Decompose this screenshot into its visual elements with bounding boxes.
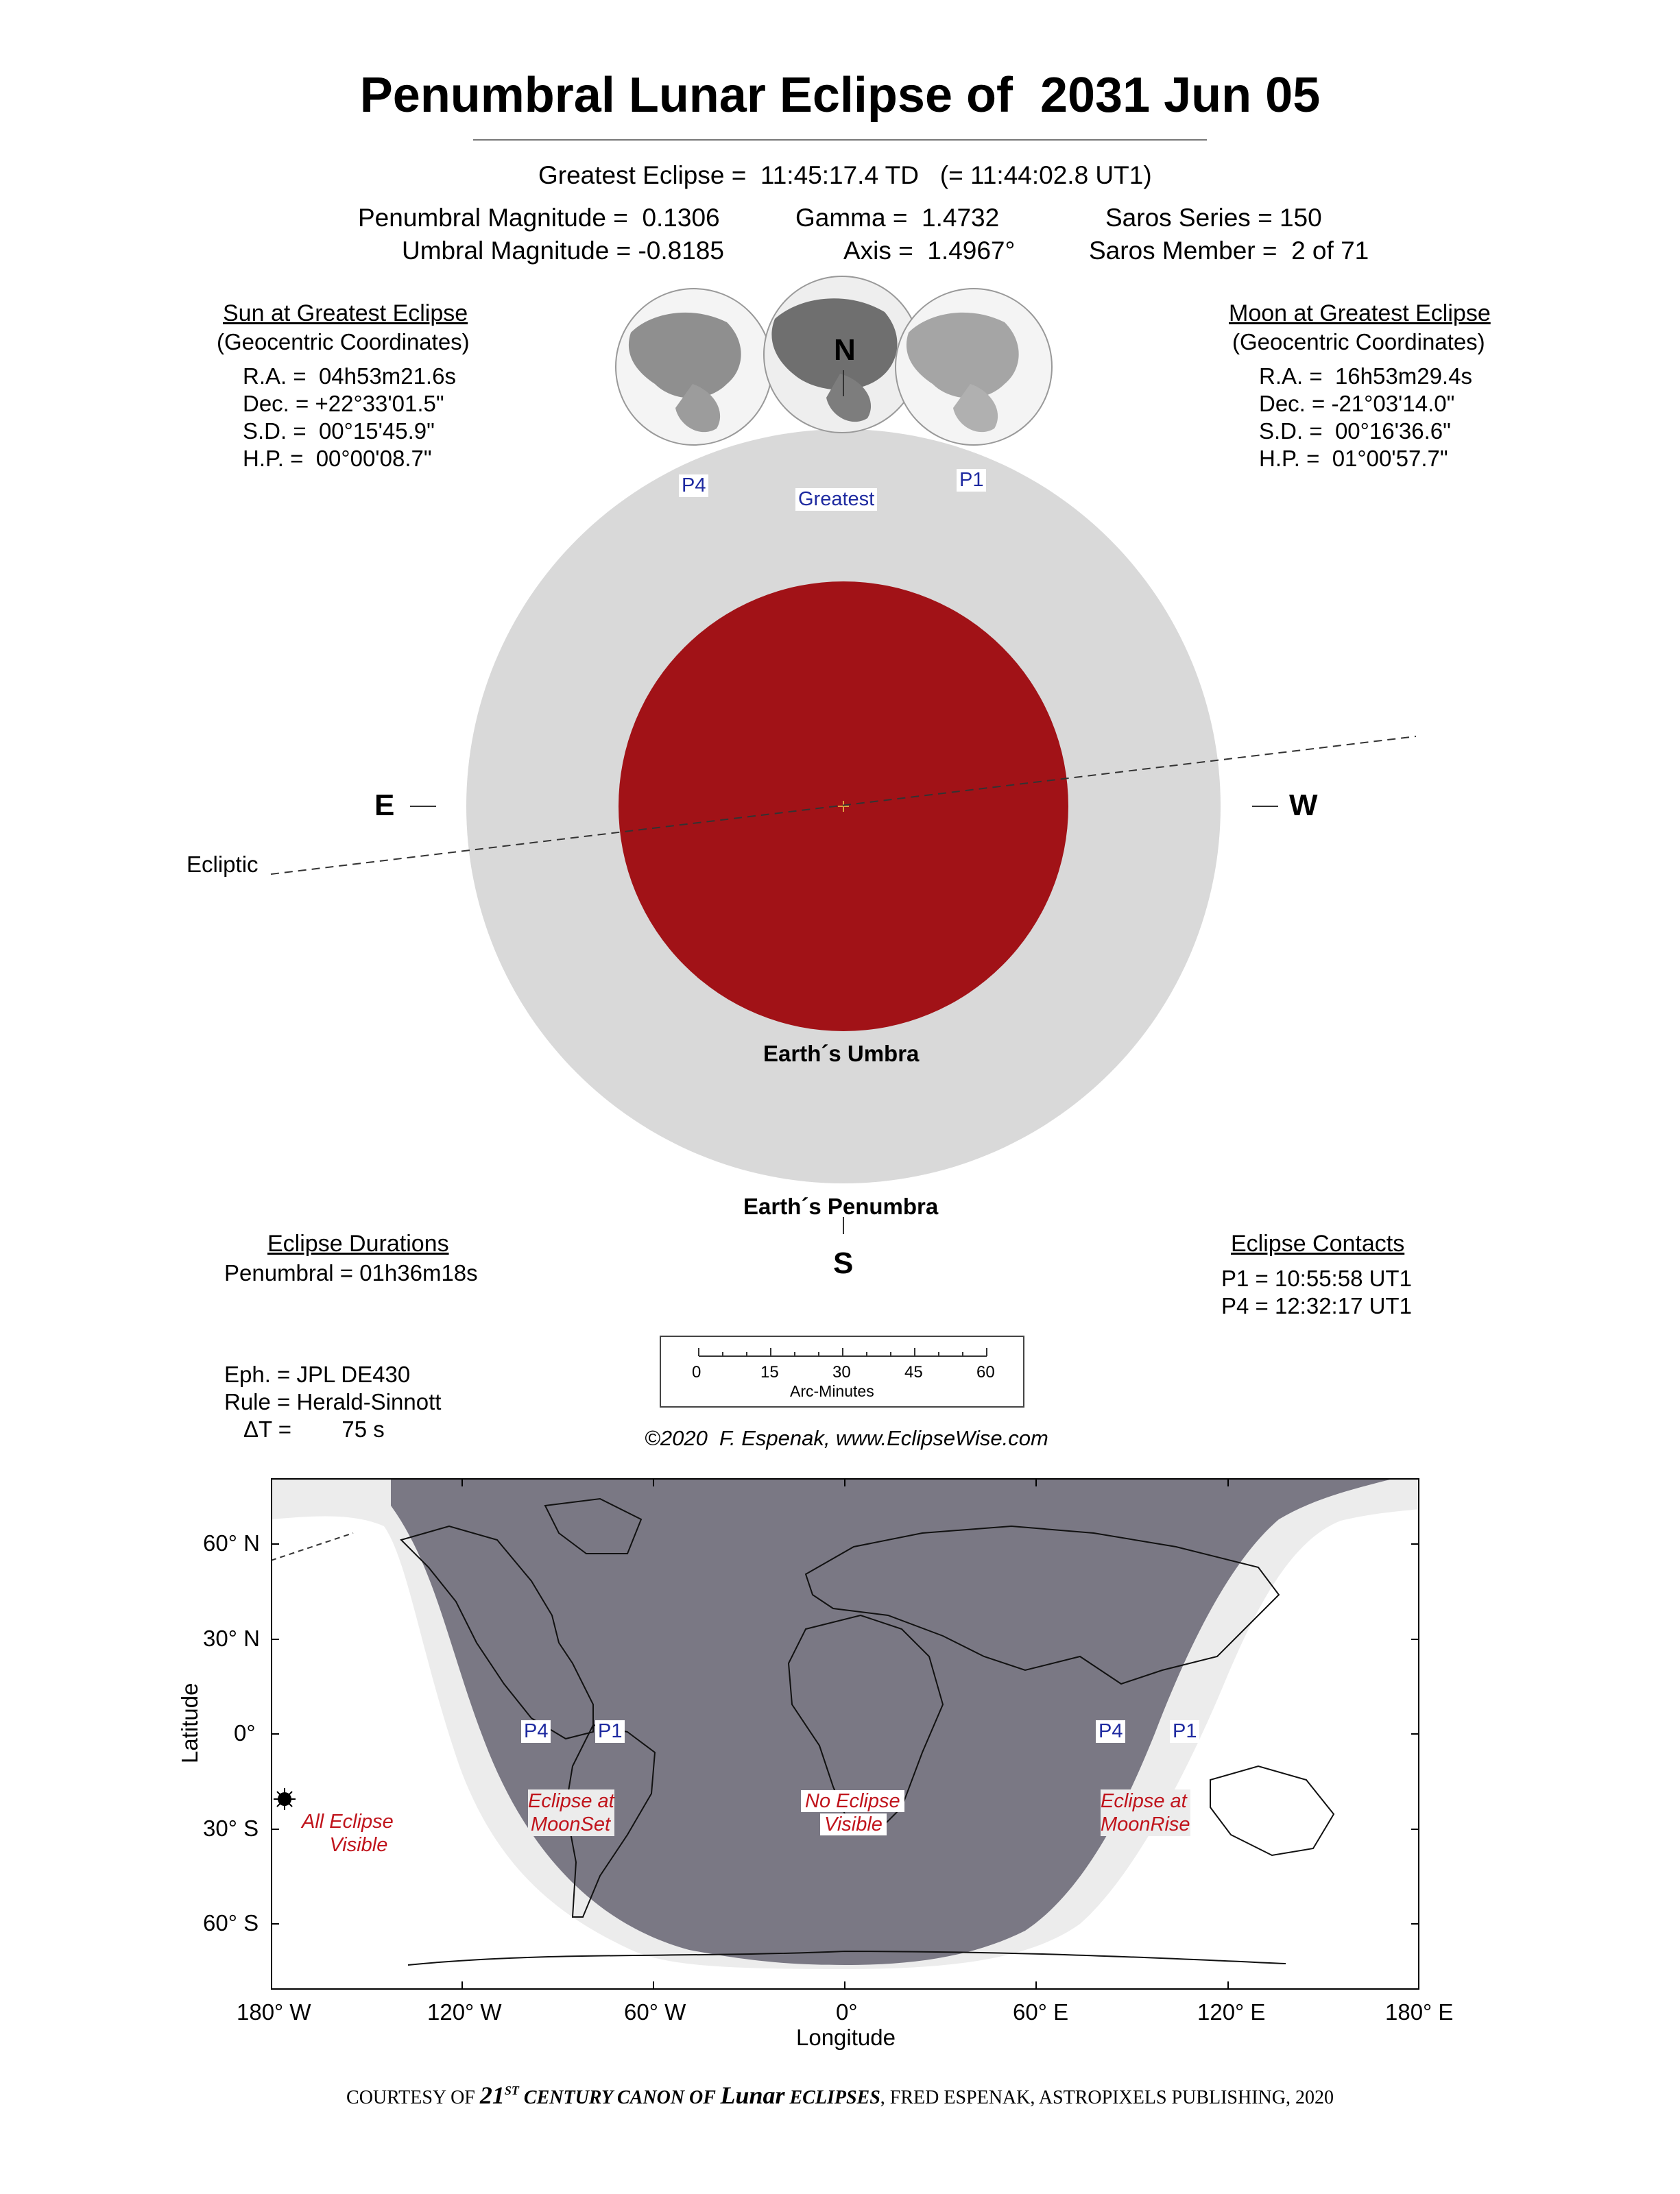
- sun-dec: Dec. = +22°33'01.5": [243, 391, 444, 416]
- region-all-visible: All Eclipse Visible: [302, 1811, 394, 1856]
- shadow-diagram: [0, 261, 1680, 1234]
- map-p4-west: P4: [521, 1720, 551, 1743]
- scale-tick-60: 60: [976, 1363, 995, 1382]
- latitude-axis-label: Latitude: [177, 1683, 202, 1763]
- map-p1-west: P1: [595, 1720, 625, 1743]
- umbra-label: Earth´s Umbra: [763, 1041, 920, 1066]
- map-p1-east: P1: [1170, 1720, 1199, 1743]
- sun-hp: H.P. = 00°00'08.7": [243, 446, 432, 471]
- lon-0: 0°: [836, 1999, 858, 2025]
- moon-ra: R.A. = 16h53m29.4s: [1259, 363, 1472, 389]
- title-divider: [473, 139, 1207, 141]
- scale-tick-45: 45: [904, 1363, 923, 1382]
- scale-label: Arc-Minutes: [790, 1382, 874, 1400]
- moon-subheading: (Geocentric Coordinates): [1232, 329, 1485, 354]
- saros-series: Saros Series = 150: [1105, 204, 1322, 232]
- penumbral-duration: Penumbral = 01h36m18s: [224, 1260, 478, 1286]
- north-label: N: [834, 333, 856, 367]
- page-title: Penumbral Lunar Eclipse of 2031 Jun 05: [359, 68, 1321, 123]
- ecliptic-label: Ecliptic: [187, 852, 259, 877]
- region-none-visible: No Eclipse Visible: [801, 1789, 904, 1836]
- sun-subheading: (Geocentric Coordinates): [217, 329, 470, 354]
- axis-value: Axis = 1.4967°: [843, 237, 1016, 265]
- visibility-map: [271, 1478, 1419, 1990]
- lon-180e: 180° E: [1385, 1999, 1454, 2025]
- greatest-eclipse-time: Greatest Eclipse = 11:45:17.4 TD (= 11:44:02.8 UT1): [538, 161, 1152, 189]
- west-label: W: [1289, 788, 1318, 822]
- moon-p1: [896, 289, 1052, 445]
- lat-60s: 60° S: [203, 1910, 259, 1936]
- lon-180w: 180° W: [237, 1999, 311, 2025]
- lat-60n: 60° N: [203, 1530, 260, 1556]
- sun-ra: R.A. = 04h53m21.6s: [243, 363, 456, 389]
- contact-p1: P1 = 10:55:58 UT1: [1221, 1266, 1412, 1291]
- lat-30s: 30° S: [203, 1816, 259, 1841]
- region-moonrise: Eclipse at MoonRise: [1101, 1790, 1190, 1835]
- lat-0: 0°: [234, 1720, 256, 1746]
- moon-hp: H.P. = 01°00'57.7": [1259, 446, 1448, 471]
- penumbra-label: Earth´s Penumbra: [743, 1194, 939, 1219]
- moon-heading: Moon at Greatest Eclipse: [1229, 300, 1491, 326]
- scale-tick-30: 30: [832, 1363, 851, 1382]
- durations-heading: Eclipse Durations: [267, 1231, 449, 1257]
- scale-tick-0: 0: [692, 1363, 701, 1382]
- moon-sd: S.D. = 00°16'36.6": [1259, 418, 1451, 444]
- lon-120e: 120° E: [1197, 1999, 1266, 2025]
- contact-p4: P4 = 12:32:17 UT1: [1221, 1293, 1412, 1318]
- moon-p4: [616, 289, 772, 445]
- p1-moon-label: P1: [957, 469, 986, 492]
- umbral-magnitude: Umbral Magnitude = -0.8185: [402, 237, 724, 265]
- lon-120w: 120° W: [427, 1999, 502, 2025]
- penumbral-magnitude: Penumbral Magnitude = 0.1306: [358, 204, 720, 232]
- ephemeris: Eph. = JPL DE430: [224, 1362, 411, 1387]
- longitude-axis-label: Longitude: [796, 2025, 896, 2050]
- lat-30n: 30° N: [203, 1626, 260, 1651]
- arc-minute-scale: [660, 1336, 1024, 1408]
- region-moonset: Eclipse at MoonSet: [528, 1790, 614, 1835]
- sun-heading: Sun at Greatest Eclipse: [223, 300, 468, 326]
- credit: ©2020 F. Espenak, www.EclipseWise.com: [645, 1426, 1048, 1450]
- south-label: S: [833, 1246, 854, 1280]
- contacts-heading: Eclipse Contacts: [1231, 1231, 1405, 1257]
- saros-member: Saros Member = 2 of 71: [1089, 237, 1369, 265]
- map-p4-east: P4: [1096, 1720, 1125, 1743]
- greatest-moon-label: Greatest: [795, 488, 877, 511]
- p4-moon-label: P4: [679, 474, 708, 497]
- east-label: E: [374, 788, 395, 822]
- lon-60w: 60° W: [624, 1999, 686, 2025]
- scale-tick-15: 15: [760, 1363, 779, 1382]
- gamma-value: Gamma = 1.4732: [795, 204, 1000, 232]
- moon-dec: Dec. = -21°03'14.0": [1259, 391, 1455, 416]
- lon-60e: 60° E: [1013, 1999, 1069, 2025]
- sun-sd: S.D. = 00°15'45.9": [243, 418, 435, 444]
- rule: Rule = Herald-Sinnott: [224, 1389, 442, 1414]
- footer-courtesy: COURTESY OF 21ST CENTURY CANON OF Lunar ECLIPSES, FRED ESPENAK, ASTROPIXELS PUBLISHING, 2020: [346, 2082, 1334, 2109]
- delta-t: ΔT = 75 s: [243, 1417, 385, 1442]
